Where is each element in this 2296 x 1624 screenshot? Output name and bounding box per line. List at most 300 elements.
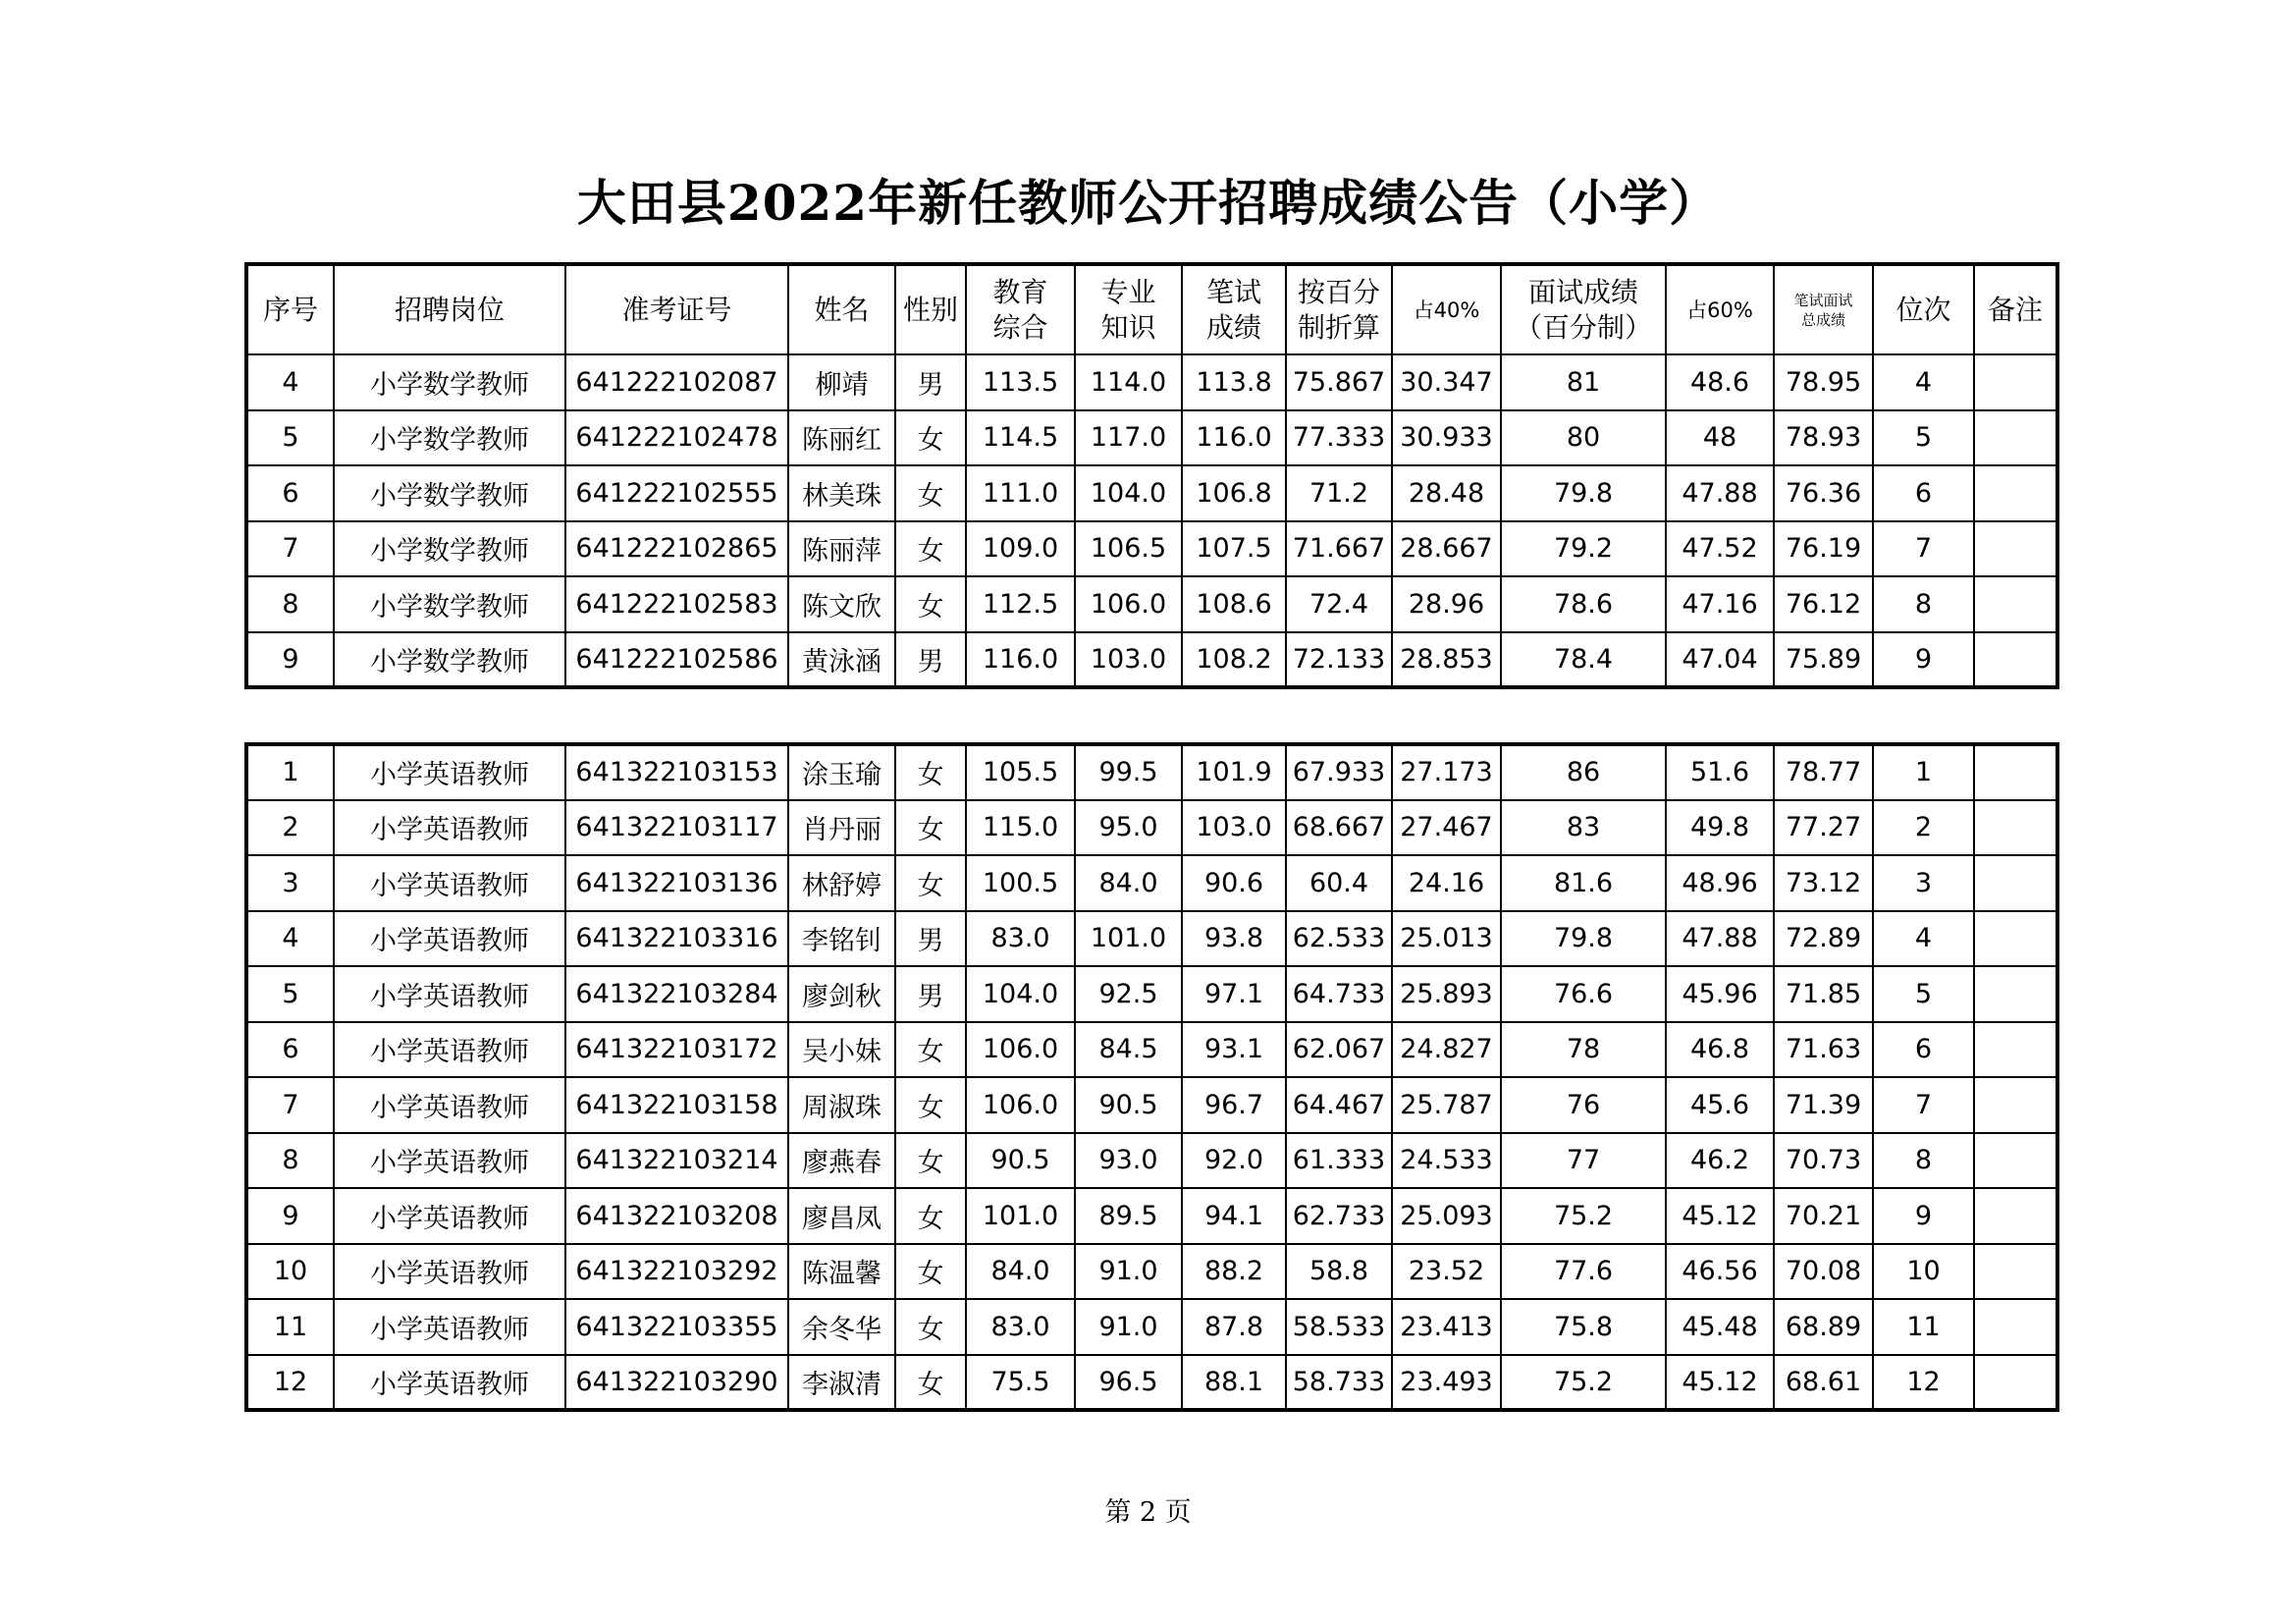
cell-position: 小学英语教师 xyxy=(334,744,565,800)
cell-name: 李淑清 xyxy=(788,1355,895,1411)
cell-interview-score: 79.8 xyxy=(1501,465,1666,521)
cell-seq: 10 xyxy=(246,1244,334,1300)
cell-weight-40: 25.787 xyxy=(1392,1077,1501,1133)
cell-gender: 女 xyxy=(895,1077,966,1133)
header-percent-conversion: 按百分 制折算 xyxy=(1286,264,1392,354)
cell-professional: 117.0 xyxy=(1075,410,1182,466)
cell-name: 陈丽红 xyxy=(788,410,895,466)
cell-percent-conversion: 71.667 xyxy=(1286,521,1392,577)
table-row xyxy=(246,1188,2057,1244)
cell-seq: 7 xyxy=(246,521,334,577)
cell-gender: 女 xyxy=(895,1299,966,1355)
cell-total-score: 73.12 xyxy=(1774,855,1873,911)
cell-professional: 95.0 xyxy=(1075,800,1182,856)
header-seq: 序号 xyxy=(246,264,334,354)
cell-rank: 9 xyxy=(1873,632,1974,688)
cell-interview-score: 75.8 xyxy=(1501,1299,1666,1355)
cell-weight-40: 30.347 xyxy=(1392,354,1501,410)
cell-rank: 2 xyxy=(1873,800,1974,856)
cell-rank: 6 xyxy=(1873,1022,1974,1078)
cell-total-score: 68.89 xyxy=(1774,1299,1873,1355)
cell-seq: 8 xyxy=(246,1133,334,1189)
cell-weight-40: 27.173 xyxy=(1392,744,1501,800)
table-row xyxy=(246,800,2057,856)
cell-seq: 2 xyxy=(246,800,334,856)
cell-percent-conversion: 71.2 xyxy=(1286,465,1392,521)
cell-edu-general: 104.0 xyxy=(966,966,1075,1022)
cell-position: 小学英语教师 xyxy=(334,1355,565,1411)
cell-weight-60: 45.48 xyxy=(1666,1299,1774,1355)
table-row xyxy=(246,410,2057,466)
cell-seq: 8 xyxy=(246,576,334,632)
cell-remarks xyxy=(1974,1355,2057,1411)
header-edu-general: 教育 综合 xyxy=(966,264,1075,354)
page-footer: 第 2 页 xyxy=(1104,1497,1192,1528)
cell-total-score: 70.21 xyxy=(1774,1188,1873,1244)
cell-gender: 男 xyxy=(895,966,966,1022)
cell-name: 涂玉瑜 xyxy=(788,744,895,800)
cell-gender: 女 xyxy=(895,521,966,577)
cell-weight-60: 45.12 xyxy=(1666,1355,1774,1411)
cell-name: 林美珠 xyxy=(788,465,895,521)
cell-weight-40: 25.093 xyxy=(1392,1188,1501,1244)
cell-exam-id: 641222102087 xyxy=(565,354,788,410)
cell-remarks xyxy=(1974,465,2057,521)
cell-exam-id: 641222102586 xyxy=(565,632,788,688)
table-row xyxy=(246,1244,2057,1300)
cell-written-score: 92.0 xyxy=(1182,1133,1286,1189)
cell-weight-60: 47.88 xyxy=(1666,465,1774,521)
cell-remarks xyxy=(1974,744,2057,800)
cell-professional: 91.0 xyxy=(1075,1299,1182,1355)
cell-name: 肖丹丽 xyxy=(788,800,895,856)
header-written-score: 笔试 成绩 xyxy=(1182,264,1286,354)
cell-remarks xyxy=(1974,855,2057,911)
cell-rank: 3 xyxy=(1873,855,1974,911)
cell-remarks xyxy=(1974,800,2057,856)
header-total-score: 笔试面试 总成绩 xyxy=(1774,264,1873,354)
cell-remarks xyxy=(1974,410,2057,466)
cell-rank: 9 xyxy=(1873,1188,1974,1244)
table-row xyxy=(246,354,2057,410)
header-professional: 专业 知识 xyxy=(1075,264,1182,354)
cell-name: 廖燕春 xyxy=(788,1133,895,1189)
table-row xyxy=(246,521,2057,577)
cell-name: 廖昌凤 xyxy=(788,1188,895,1244)
cell-written-score: 107.5 xyxy=(1182,521,1286,577)
cell-edu-general: 114.5 xyxy=(966,410,1075,466)
cell-professional: 106.0 xyxy=(1075,576,1182,632)
cell-seq: 5 xyxy=(246,966,334,1022)
cell-exam-id: 641322103214 xyxy=(565,1133,788,1189)
cell-gender: 女 xyxy=(895,1022,966,1078)
cell-weight-60: 51.6 xyxy=(1666,744,1774,800)
cell-percent-conversion: 72.4 xyxy=(1286,576,1392,632)
cell-exam-id: 641322103158 xyxy=(565,1077,788,1133)
cell-exam-id: 641322103292 xyxy=(565,1244,788,1300)
table-row xyxy=(246,1133,2057,1189)
table-row xyxy=(246,1299,2057,1355)
cell-percent-conversion: 58.533 xyxy=(1286,1299,1392,1355)
cell-interview-score: 76 xyxy=(1501,1077,1666,1133)
cell-written-score: 103.0 xyxy=(1182,800,1286,856)
cell-name: 陈温馨 xyxy=(788,1244,895,1300)
cell-position: 小学英语教师 xyxy=(334,1022,565,1078)
cell-gender: 女 xyxy=(895,1355,966,1411)
cell-total-score: 71.39 xyxy=(1774,1077,1873,1133)
cell-remarks xyxy=(1974,1244,2057,1300)
cell-edu-general: 101.0 xyxy=(966,1188,1075,1244)
cell-total-score: 78.93 xyxy=(1774,410,1873,466)
cell-percent-conversion: 75.867 xyxy=(1286,354,1392,410)
cell-weight-40: 27.467 xyxy=(1392,800,1501,856)
cell-remarks xyxy=(1974,354,2057,410)
cell-gender: 女 xyxy=(895,1188,966,1244)
cell-percent-conversion: 58.733 xyxy=(1286,1355,1392,1411)
score-table-math xyxy=(244,262,2059,689)
cell-weight-60: 47.52 xyxy=(1666,521,1774,577)
cell-professional: 92.5 xyxy=(1075,966,1182,1022)
cell-remarks xyxy=(1974,1133,2057,1189)
cell-name: 林舒婷 xyxy=(788,855,895,911)
cell-percent-conversion: 61.333 xyxy=(1286,1133,1392,1189)
cell-remarks xyxy=(1974,1188,2057,1244)
header-remarks: 备注 xyxy=(1974,264,2057,354)
cell-rank: 4 xyxy=(1873,911,1974,967)
cell-weight-40: 28.853 xyxy=(1392,632,1501,688)
cell-edu-general: 109.0 xyxy=(966,521,1075,577)
cell-total-score: 72.89 xyxy=(1774,911,1873,967)
cell-total-score: 70.73 xyxy=(1774,1133,1873,1189)
cell-professional: 96.5 xyxy=(1075,1355,1182,1411)
cell-position: 小学英语教师 xyxy=(334,1133,565,1189)
table-row xyxy=(246,1077,2057,1133)
table-row xyxy=(246,966,2057,1022)
cell-name: 黄泳涵 xyxy=(788,632,895,688)
cell-percent-conversion: 60.4 xyxy=(1286,855,1392,911)
cell-interview-score: 79.8 xyxy=(1501,911,1666,967)
cell-position: 小学数学教师 xyxy=(334,410,565,466)
header-rank: 位次 xyxy=(1873,264,1974,354)
cell-exam-id: 641322103316 xyxy=(565,911,788,967)
cell-interview-score: 77.6 xyxy=(1501,1244,1666,1300)
cell-position: 小学英语教师 xyxy=(334,855,565,911)
cell-remarks xyxy=(1974,1022,2057,1078)
cell-seq: 6 xyxy=(246,1022,334,1078)
cell-gender: 女 xyxy=(895,576,966,632)
table-header-row xyxy=(246,264,2057,354)
cell-position: 小学英语教师 xyxy=(334,1188,565,1244)
cell-weight-40: 28.96 xyxy=(1392,576,1501,632)
cell-weight-60: 46.2 xyxy=(1666,1133,1774,1189)
cell-interview-score: 81.6 xyxy=(1501,855,1666,911)
header-gender: 性别 xyxy=(895,264,966,354)
cell-rank: 7 xyxy=(1873,1077,1974,1133)
cell-weight-60: 45.6 xyxy=(1666,1077,1774,1133)
cell-weight-40: 28.48 xyxy=(1392,465,1501,521)
cell-gender: 女 xyxy=(895,465,966,521)
cell-gender: 男 xyxy=(895,911,966,967)
cell-interview-score: 78.4 xyxy=(1501,632,1666,688)
cell-remarks xyxy=(1974,576,2057,632)
cell-position: 小学数学教师 xyxy=(334,521,565,577)
cell-total-score: 70.08 xyxy=(1774,1244,1873,1300)
header-position: 招聘岗位 xyxy=(334,264,565,354)
cell-interview-score: 78.6 xyxy=(1501,576,1666,632)
cell-professional: 93.0 xyxy=(1075,1133,1182,1189)
cell-professional: 106.5 xyxy=(1075,521,1182,577)
cell-weight-40: 23.493 xyxy=(1392,1355,1501,1411)
cell-name: 吴小妹 xyxy=(788,1022,895,1078)
cell-edu-general: 75.5 xyxy=(966,1355,1075,1411)
cell-rank: 1 xyxy=(1873,744,1974,800)
cell-total-score: 75.89 xyxy=(1774,632,1873,688)
cell-written-score: 88.1 xyxy=(1182,1355,1286,1411)
cell-edu-general: 106.0 xyxy=(966,1077,1075,1133)
cell-rank: 8 xyxy=(1873,576,1974,632)
cell-rank: 11 xyxy=(1873,1299,1974,1355)
cell-position: 小学英语教师 xyxy=(334,1299,565,1355)
cell-weight-60: 48.96 xyxy=(1666,855,1774,911)
cell-rank: 12 xyxy=(1873,1355,1974,1411)
cell-edu-general: 113.5 xyxy=(966,354,1075,410)
cell-percent-conversion: 68.667 xyxy=(1286,800,1392,856)
cell-exam-id: 641222102865 xyxy=(565,521,788,577)
cell-seq: 4 xyxy=(246,911,334,967)
cell-position: 小学数学教师 xyxy=(334,354,565,410)
cell-remarks xyxy=(1974,1299,2057,1355)
header-weight-60: 占60% xyxy=(1666,264,1774,354)
cell-edu-general: 100.5 xyxy=(966,855,1075,911)
cell-edu-general: 83.0 xyxy=(966,911,1075,967)
cell-position: 小学数学教师 xyxy=(334,632,565,688)
cell-gender: 女 xyxy=(895,855,966,911)
cell-position: 小学数学教师 xyxy=(334,576,565,632)
header-exam-id: 准考证号 xyxy=(565,264,788,354)
cell-written-score: 88.2 xyxy=(1182,1244,1286,1300)
math-rows xyxy=(246,354,2057,687)
cell-position: 小学数学教师 xyxy=(334,465,565,521)
cell-percent-conversion: 64.467 xyxy=(1286,1077,1392,1133)
cell-edu-general: 83.0 xyxy=(966,1299,1075,1355)
cell-weight-60: 48 xyxy=(1666,410,1774,466)
cell-interview-score: 81 xyxy=(1501,354,1666,410)
cell-seq: 5 xyxy=(246,410,334,466)
cell-exam-id: 641322103172 xyxy=(565,1022,788,1078)
cell-rank: 5 xyxy=(1873,966,1974,1022)
cell-gender: 男 xyxy=(895,632,966,688)
cell-position: 小学英语教师 xyxy=(334,966,565,1022)
cell-position: 小学英语教师 xyxy=(334,800,565,856)
cell-weight-60: 47.04 xyxy=(1666,632,1774,688)
cell-exam-id: 641222102478 xyxy=(565,410,788,466)
cell-written-score: 97.1 xyxy=(1182,966,1286,1022)
cell-edu-general: 105.5 xyxy=(966,744,1075,800)
cell-gender: 女 xyxy=(895,1244,966,1300)
cell-percent-conversion: 72.133 xyxy=(1286,632,1392,688)
header-weight-40: 占40% xyxy=(1392,264,1501,354)
cell-edu-general: 112.5 xyxy=(966,576,1075,632)
table-row xyxy=(246,744,2057,800)
cell-weight-40: 28.667 xyxy=(1392,521,1501,577)
cell-weight-60: 45.12 xyxy=(1666,1188,1774,1244)
table-row xyxy=(246,855,2057,911)
cell-position: 小学英语教师 xyxy=(334,1244,565,1300)
cell-name: 余冬华 xyxy=(788,1299,895,1355)
cell-exam-id: 641222102555 xyxy=(565,465,788,521)
cell-remarks xyxy=(1974,632,2057,688)
cell-weight-60: 46.8 xyxy=(1666,1022,1774,1078)
cell-gender: 女 xyxy=(895,800,966,856)
cell-interview-score: 75.2 xyxy=(1501,1188,1666,1244)
cell-percent-conversion: 67.933 xyxy=(1286,744,1392,800)
cell-professional: 84.0 xyxy=(1075,855,1182,911)
cell-rank: 7 xyxy=(1873,521,1974,577)
cell-written-score: 90.6 xyxy=(1182,855,1286,911)
cell-seq: 9 xyxy=(246,632,334,688)
cell-rank: 10 xyxy=(1873,1244,1974,1300)
cell-gender: 女 xyxy=(895,744,966,800)
cell-exam-id: 641322103153 xyxy=(565,744,788,800)
cell-exam-id: 641322103136 xyxy=(565,855,788,911)
cell-seq: 6 xyxy=(246,465,334,521)
cell-weight-60: 47.88 xyxy=(1666,911,1774,967)
table-row xyxy=(246,632,2057,688)
cell-name: 周淑珠 xyxy=(788,1077,895,1133)
cell-seq: 1 xyxy=(246,744,334,800)
cell-percent-conversion: 64.733 xyxy=(1286,966,1392,1022)
cell-total-score: 68.61 xyxy=(1774,1355,1873,1411)
cell-interview-score: 78 xyxy=(1501,1022,1666,1078)
cell-weight-60: 46.56 xyxy=(1666,1244,1774,1300)
cell-edu-general: 106.0 xyxy=(966,1022,1075,1078)
cell-remarks xyxy=(1974,911,2057,967)
header-name: 姓名 xyxy=(788,264,895,354)
cell-seq: 9 xyxy=(246,1188,334,1244)
cell-percent-conversion: 62.533 xyxy=(1286,911,1392,967)
cell-exam-id: 641322103208 xyxy=(565,1188,788,1244)
cell-professional: 91.0 xyxy=(1075,1244,1182,1300)
cell-weight-40: 23.52 xyxy=(1392,1244,1501,1300)
cell-edu-general: 111.0 xyxy=(966,465,1075,521)
cell-name: 陈文欣 xyxy=(788,576,895,632)
cell-written-score: 96.7 xyxy=(1182,1077,1286,1133)
cell-percent-conversion: 77.333 xyxy=(1286,410,1392,466)
table-row xyxy=(246,911,2057,967)
cell-remarks xyxy=(1974,966,2057,1022)
cell-weight-60: 48.6 xyxy=(1666,354,1774,410)
cell-total-score: 78.95 xyxy=(1774,354,1873,410)
cell-interview-score: 83 xyxy=(1501,800,1666,856)
cell-edu-general: 116.0 xyxy=(966,632,1075,688)
cell-written-score: 106.8 xyxy=(1182,465,1286,521)
cell-interview-score: 76.6 xyxy=(1501,966,1666,1022)
cell-edu-general: 115.0 xyxy=(966,800,1075,856)
cell-gender: 女 xyxy=(895,1133,966,1189)
cell-seq: 4 xyxy=(246,354,334,410)
cell-remarks xyxy=(1974,1077,2057,1133)
cell-written-score: 108.2 xyxy=(1182,632,1286,688)
cell-seq: 11 xyxy=(246,1299,334,1355)
cell-name: 廖剑秋 xyxy=(788,966,895,1022)
cell-position: 小学英语教师 xyxy=(334,911,565,967)
cell-weight-40: 24.16 xyxy=(1392,855,1501,911)
cell-position: 小学英语教师 xyxy=(334,1077,565,1133)
cell-total-score: 76.19 xyxy=(1774,521,1873,577)
cell-professional: 103.0 xyxy=(1075,632,1182,688)
table-row xyxy=(246,576,2057,632)
cell-weight-40: 25.893 xyxy=(1392,966,1501,1022)
cell-professional: 101.0 xyxy=(1075,911,1182,967)
cell-gender: 男 xyxy=(895,354,966,410)
cell-name: 李铭钊 xyxy=(788,911,895,967)
cell-written-score: 116.0 xyxy=(1182,410,1286,466)
table-row xyxy=(246,1355,2057,1411)
cell-professional: 99.5 xyxy=(1075,744,1182,800)
cell-professional: 114.0 xyxy=(1075,354,1182,410)
cell-written-score: 93.1 xyxy=(1182,1022,1286,1078)
cell-professional: 84.5 xyxy=(1075,1022,1182,1078)
cell-weight-60: 45.96 xyxy=(1666,966,1774,1022)
cell-seq: 12 xyxy=(246,1355,334,1411)
cell-weight-40: 24.533 xyxy=(1392,1133,1501,1189)
cell-written-score: 93.8 xyxy=(1182,911,1286,967)
page-title: 大田县2022年新任教师公开招聘成绩公告（小学） xyxy=(576,174,1720,232)
cell-rank: 5 xyxy=(1873,410,1974,466)
cell-weight-40: 25.013 xyxy=(1392,911,1501,967)
cell-interview-score: 77 xyxy=(1501,1133,1666,1189)
cell-interview-score: 75.2 xyxy=(1501,1355,1666,1411)
english-rows xyxy=(246,744,2057,1410)
cell-weight-60: 47.16 xyxy=(1666,576,1774,632)
cell-total-score: 77.27 xyxy=(1774,800,1873,856)
cell-gender: 女 xyxy=(895,410,966,466)
score-table-english xyxy=(244,742,2059,1412)
cell-exam-id: 641222102583 xyxy=(565,576,788,632)
cell-total-score: 76.36 xyxy=(1774,465,1873,521)
cell-seq: 7 xyxy=(246,1077,334,1133)
cell-written-score: 113.8 xyxy=(1182,354,1286,410)
cell-professional: 89.5 xyxy=(1075,1188,1182,1244)
cell-written-score: 94.1 xyxy=(1182,1188,1286,1244)
cell-seq: 3 xyxy=(246,855,334,911)
table-row xyxy=(246,1022,2057,1078)
cell-percent-conversion: 62.067 xyxy=(1286,1022,1392,1078)
header-interview-score: 面试成绩 （百分制） xyxy=(1501,264,1666,354)
cell-name: 柳靖 xyxy=(788,354,895,410)
cell-total-score: 71.85 xyxy=(1774,966,1873,1022)
cell-written-score: 108.6 xyxy=(1182,576,1286,632)
table-row xyxy=(246,465,2057,521)
cell-remarks xyxy=(1974,521,2057,577)
cell-written-score: 87.8 xyxy=(1182,1299,1286,1355)
cell-professional: 90.5 xyxy=(1075,1077,1182,1133)
cell-edu-general: 90.5 xyxy=(966,1133,1075,1189)
cell-exam-id: 641322103290 xyxy=(565,1355,788,1411)
cell-exam-id: 641322103355 xyxy=(565,1299,788,1355)
cell-exam-id: 641322103117 xyxy=(565,800,788,856)
cell-weight-60: 49.8 xyxy=(1666,800,1774,856)
cell-rank: 6 xyxy=(1873,465,1974,521)
cell-professional: 104.0 xyxy=(1075,465,1182,521)
cell-rank: 4 xyxy=(1873,354,1974,410)
cell-written-score: 101.9 xyxy=(1182,744,1286,800)
cell-exam-id: 641322103284 xyxy=(565,966,788,1022)
cell-rank: 8 xyxy=(1873,1133,1974,1189)
cell-edu-general: 84.0 xyxy=(966,1244,1075,1300)
cell-weight-40: 23.413 xyxy=(1392,1299,1501,1355)
cell-weight-40: 24.827 xyxy=(1392,1022,1501,1078)
